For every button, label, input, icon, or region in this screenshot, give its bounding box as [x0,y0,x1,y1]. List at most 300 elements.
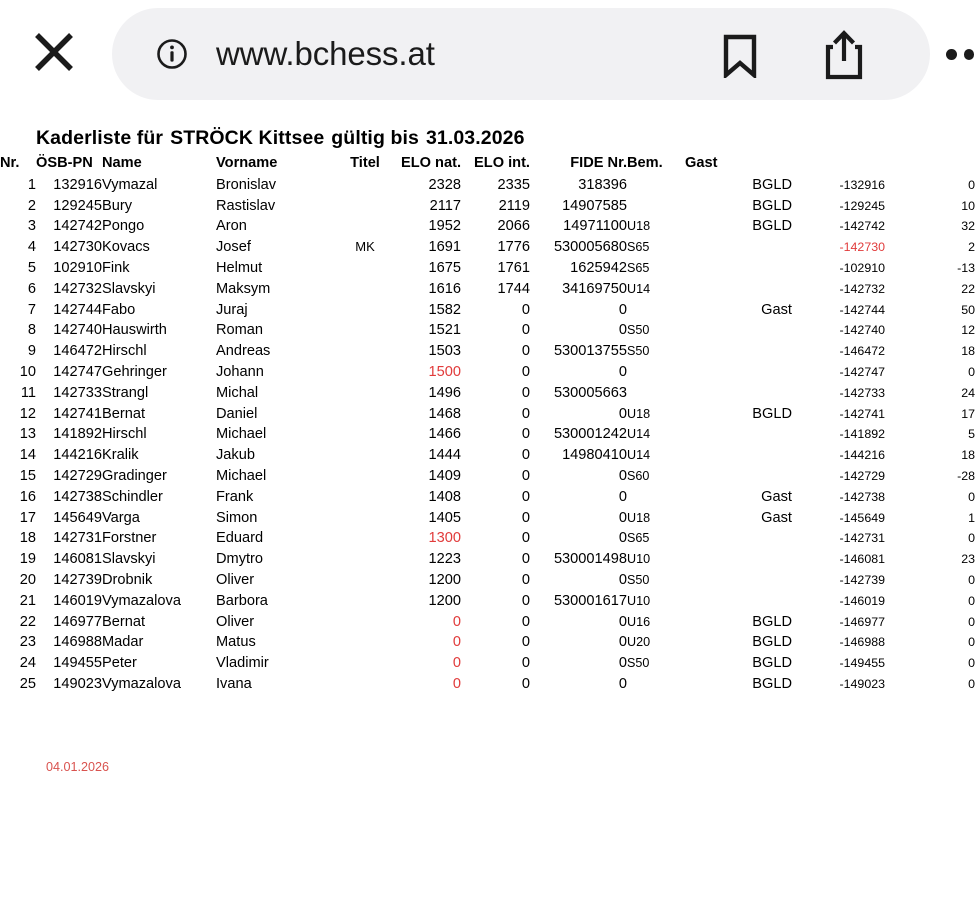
cell-fide-nr: 530005680 [553,239,627,256]
cell-nr: 4 [27,239,36,256]
cell-titel [341,216,389,237]
cell-name: Gehringer [102,363,167,380]
cell-name: Fink [102,259,130,276]
cell-diff: 17 [961,406,975,421]
table-row [0,424,975,445]
cell-elo-int: 0 [521,675,530,692]
cell-vorname: Ivana [216,675,252,692]
cell-elo-nat: 0 [452,634,461,651]
cell-titel [341,279,389,300]
cell-osb-pn: 102910 [53,259,102,276]
cell-diff: 0 [968,572,975,587]
cell-elo-nat: 2117 [429,197,461,214]
cell-elo-nat: 1466 [428,426,461,443]
cell-elo-int: 0 [521,571,530,588]
cell-name: Hauswirth [102,322,167,339]
table-body [0,175,975,695]
cell-bem [627,300,685,321]
table-row [0,487,975,508]
cell-elo-int: 2119 [498,197,530,214]
cell-id: -142742 [839,219,885,234]
cell-osb-pn: 142744 [53,301,102,318]
cell-name: Peter [102,655,137,672]
col-header-titel: Titel [350,155,380,171]
cell-name: Pongo [102,218,145,235]
cell-id: -144216 [839,448,885,463]
table-row [0,445,975,466]
cell-bem: S60 [627,468,650,483]
cell-bem: U10 [627,593,651,608]
cell-elo-nat: 1582 [428,301,461,318]
cell-gast [685,570,792,591]
cell-gast [685,549,792,570]
cell-bem: S50 [627,656,650,671]
cell-elo-int: 0 [521,426,530,443]
cell-fide-nr: 0 [618,467,627,484]
cell-osb-pn: 149023 [53,675,102,692]
cell-id: -141892 [839,427,885,442]
cell-gast [685,424,792,445]
cell-elo-int: 1744 [497,280,530,297]
cell-osb-pn: 146019 [53,592,102,609]
cell-fide-nr: 530005663 [553,384,627,401]
cell-nr: 3 [27,218,36,235]
cell-id: -142733 [839,385,885,400]
col-header-elo-nat: ELO nat. [401,155,461,171]
cell-bem: U18 [627,406,651,421]
cell-id: -142740 [839,323,885,338]
cell-elo-nat: 1500 [428,363,461,380]
cell-osb-pn: 146472 [53,343,102,360]
cell-osb-pn: 142742 [53,218,102,235]
cell-vorname: Matus [216,634,256,651]
table-row [0,612,975,633]
cell-titel [341,528,389,549]
page-title-date: 31.03.2026 [425,127,525,149]
cell-fide-nr: 0 [618,655,627,672]
cell-fide-nr: 530001617 [553,592,627,609]
cell-titel [341,445,389,466]
cell-osb-pn: 146977 [53,613,102,630]
share-up-icon[interactable] [822,30,866,80]
cell-elo-int: 0 [521,405,530,422]
page-title-club: STRÖCK Kittsee [170,127,325,149]
cell-elo-nat: 1952 [428,218,461,235]
col-header-name: Name [102,155,142,171]
col-header-osb-pn: ÖSB-PN [36,155,93,171]
cell-elo-int: 0 [521,301,530,318]
cell-titel [341,549,389,570]
cell-vorname: Frank [216,488,254,505]
table-row [0,404,975,425]
cell-titel [341,300,389,321]
cell-fide-nr: 0 [618,322,627,339]
cell-elo-int: 0 [521,488,530,505]
cell-id: -149023 [839,676,885,691]
cell-gast: BGLD [752,197,792,214]
cell-nr: 14 [19,447,36,464]
cell-gast [685,591,792,612]
cell-name: Kralik [102,447,139,464]
cell-osb-pn: 142738 [53,488,102,505]
cell-vorname: Dmytro [216,551,264,568]
cell-bem [627,674,685,695]
table-row [0,466,975,487]
cell-elo-int: 0 [521,447,530,464]
cell-diff: 0 [968,656,975,671]
cell-nr: 5 [27,259,36,276]
cell-fide-nr: 14980410 [562,447,627,464]
cell-nr: 16 [19,488,36,505]
cell-diff: 0 [968,489,975,504]
cell-bem: U16 [627,614,651,629]
cell-fide-nr: 0 [618,571,627,588]
cell-nr: 6 [27,280,36,297]
cell-id: -102910 [839,260,885,275]
cell-nr: 24 [19,655,36,672]
cell-osb-pn: 142739 [53,571,102,588]
cell-diff: -13 [957,260,975,275]
table-row [0,549,975,570]
cell-bem: U18 [627,510,651,525]
cell-vorname: Helmut [216,259,263,276]
cell-gast [685,466,792,487]
cell-gast: Gast [761,301,792,318]
cell-bem: U18 [627,219,651,234]
page-title [36,127,525,150]
table-row [0,300,975,321]
cell-vorname: Roman [216,322,264,339]
cell-titel [341,487,389,508]
cell-id: -142739 [839,572,885,587]
cell-osb-pn: 145649 [53,509,102,526]
cell-bem [627,196,685,217]
cell-elo-int: 0 [521,655,530,672]
cell-elo-nat: 1444 [428,447,461,464]
cell-nr: 20 [19,571,36,588]
table-row [0,632,975,653]
cell-titel [341,362,389,383]
cell-fide-nr: 0 [618,405,627,422]
cell-gast [685,320,792,341]
cell-vorname: Michal [216,384,259,401]
web-page-content [0,108,975,900]
cell-name: Varga [102,509,140,526]
cell-vorname: Josef [216,239,251,256]
cell-nr: 11 [20,384,36,401]
cell-fide-nr: 0 [618,613,627,630]
cell-vorname: Andreas [216,343,271,360]
cell-gast: BGLD [752,218,792,235]
cell-bem [627,383,685,404]
bookmark-icon[interactable] [720,34,760,78]
cell-titel [341,258,389,279]
cell-gast [685,445,792,466]
cell-vorname: Juraj [216,301,248,318]
cell-id: -142730 [839,240,885,255]
cell-id: -132916 [839,177,885,192]
cell-gast: BGLD [752,405,792,422]
cell-titel [341,383,389,404]
cell-elo-int: 0 [521,613,530,630]
cell-titel [341,320,389,341]
cell-elo-int: 1761 [497,259,530,276]
cell-bem: S50 [627,572,650,587]
col-header-bem: Bem. [627,155,663,171]
cell-name: Bernat [102,405,145,422]
cell-diff: 32 [961,219,975,234]
cell-bem: S50 [627,344,650,359]
cell-elo-int: 0 [521,322,530,339]
page-title-part1: Kaderliste für [36,127,164,149]
cell-fide-nr: 0 [618,363,627,380]
cell-gast [685,362,792,383]
cell-bem: S65 [627,240,650,255]
cell-elo-nat: 1409 [428,467,461,484]
cell-id: -149455 [839,656,885,671]
cell-elo-nat: 1503 [428,343,461,360]
cell-titel: MK [355,239,375,255]
cell-bem [627,487,685,508]
cell-elo-nat: 0 [452,655,461,672]
cell-fide-nr: 0 [618,488,627,505]
table-row [0,383,975,404]
cell-titel [341,612,389,633]
cell-diff: -28 [957,468,975,483]
cell-gast: BGLD [752,634,792,651]
table-row [0,362,975,383]
cell-id: -146081 [839,552,885,567]
cell-id: -142744 [839,302,885,317]
cell-nr: 8 [27,322,36,339]
cell-diff: 10 [961,198,975,213]
cell-vorname: Aron [216,218,247,235]
cell-gast [685,279,792,300]
cell-gast: BGLD [752,176,792,193]
cell-elo-int: 0 [521,530,530,547]
cell-osb-pn: 141892 [53,426,102,443]
table-row [0,258,975,279]
cell-elo-nat: 1223 [428,551,461,568]
close-button[interactable] [26,24,82,80]
cell-name: Vymazal [102,176,158,193]
cell-osb-pn: 142741 [53,405,102,422]
table-row [0,320,975,341]
cell-osb-pn: 144216 [53,447,102,464]
cell-diff: 50 [961,302,975,317]
more-ellipsis-icon [946,49,957,60]
cell-osb-pn: 132916 [53,176,102,193]
cell-fide-nr: 0 [618,634,627,651]
cell-elo-int: 2066 [497,218,530,235]
cell-osb-pn: 142740 [53,322,102,339]
cell-bem [627,175,685,196]
cell-nr: 7 [27,301,36,318]
cell-elo-nat: 0 [452,675,461,692]
cell-vorname: Maksym [216,280,271,297]
cell-nr: 10 [19,363,36,380]
cell-name: Hirschl [102,426,147,443]
cell-elo-nat: 1200 [428,571,461,588]
table-row [0,237,975,258]
cell-gast: BGLD [752,613,792,630]
cell-diff: 23 [961,552,975,567]
cell-fide-nr: 318396 [578,176,627,193]
cell-fide-nr: 0 [618,530,627,547]
cell-nr: 1 [27,176,36,193]
col-header-nr: Nr. [0,155,20,171]
cell-vorname: Michael [216,467,267,484]
cell-osb-pn: 146081 [53,551,102,568]
cell-name: Strangl [102,384,149,401]
cell-nr: 25 [19,675,36,692]
url-text[interactable]: www.bchess.at [216,35,435,72]
cell-bem: U20 [627,635,651,650]
cell-id: -146019 [839,593,885,608]
more-ellipsis-icon [964,49,975,60]
cell-diff: 18 [961,344,975,359]
cell-name: Kovacs [102,239,150,256]
cell-elo-nat: 1616 [428,280,461,297]
browser-toolbar [0,0,975,108]
cell-bem: U14 [627,448,651,463]
cell-name: Forstner [102,530,157,547]
cell-fide-nr: 0 [618,509,627,526]
cell-elo-int: 0 [521,592,530,609]
cell-name: Fabo [102,301,136,318]
cell-osb-pn: 142732 [53,280,102,297]
footer-date: 04.01.2026 [46,760,110,774]
cell-id: -142731 [839,531,885,546]
cell-gast: Gast [761,488,792,505]
cell-vorname: Rastislav [216,197,276,214]
cell-osb-pn: 142730 [53,239,102,256]
cell-id: -129245 [839,198,885,213]
cell-vorname: Jakub [216,447,255,464]
cell-osb-pn: 142733 [53,384,102,401]
cell-elo-nat: 2328 [428,176,461,193]
cell-id: -142747 [839,364,885,379]
cell-diff: 0 [968,593,975,608]
cell-nr: 15 [19,467,36,484]
cell-id: -142738 [839,489,885,504]
cell-vorname: Simon [216,509,258,526]
cell-titel [341,424,389,445]
table-header-row [0,153,975,175]
cell-id: -142741 [839,406,885,421]
cell-elo-nat: 1675 [428,259,461,276]
cell-fide-nr: 0 [618,675,627,692]
cell-nr: 22 [19,613,36,630]
cell-diff: 0 [968,676,975,691]
more-options-button[interactable] [946,44,975,64]
cell-name: Madar [102,634,144,651]
cell-diff: 12 [961,323,975,338]
cell-diff: 22 [961,281,975,296]
cell-nr: 17 [19,509,36,526]
cell-elo-int: 1776 [497,239,530,256]
cell-fide-nr: 0 [618,301,627,318]
cell-id: -142729 [839,468,885,483]
cell-fide-nr: 34169750 [562,280,627,297]
cell-bem: U14 [627,427,651,442]
cell-elo-nat: 0 [452,613,461,630]
col-header-id [792,153,885,175]
cell-elo-int: 0 [521,384,530,401]
table-row [0,674,975,695]
cell-elo-int: 0 [521,634,530,651]
cell-gast: BGLD [752,675,792,692]
cell-fide-nr: 530013755 [553,343,627,360]
cell-osb-pn: 149455 [53,655,102,672]
cell-elo-nat: 1468 [428,405,461,422]
cell-vorname: Eduard [216,530,264,547]
col-header-gast: Gast [685,155,718,171]
cell-elo-nat: 1200 [428,592,461,609]
cell-bem [627,362,685,383]
cell-vorname: Johann [216,363,264,380]
cell-vorname: Michael [216,426,267,443]
cell-nr: 13 [19,426,36,443]
cell-nr: 2 [27,197,36,214]
table-row [0,216,975,237]
cell-titel [341,175,389,196]
cell-nr: 19 [19,551,36,568]
info-circle-icon[interactable] [156,38,188,70]
cell-osb-pn: 142731 [53,530,102,547]
cell-diff: 0 [968,177,975,192]
cell-id: -142732 [839,281,885,296]
cell-name: Vymazalova [102,592,181,609]
cell-fide-nr: 530001498 [553,551,627,568]
address-bar[interactable] [112,8,930,100]
cell-titel [341,653,389,674]
table-row [0,341,975,362]
table-row [0,591,975,612]
cell-diff: 0 [968,531,975,546]
cell-titel [341,404,389,425]
cell-gast [685,528,792,549]
cell-titel [341,466,389,487]
page-title-part3: gültig bis [331,127,419,149]
cell-vorname: Barbora [216,592,268,609]
cell-name: Bernat [102,613,145,630]
roster-table [0,153,975,695]
cell-diff: 18 [961,448,975,463]
cell-elo-int: 0 [521,363,530,380]
cell-diff: 0 [968,364,975,379]
cell-gast: Gast [761,509,792,526]
cell-id: -146988 [839,635,885,650]
cell-bem: U14 [627,281,651,296]
col-header-fide-nr: FIDE Nr. [570,155,627,171]
cell-osb-pn: 142729 [53,467,102,484]
cell-titel [341,570,389,591]
close-x-icon [31,29,77,75]
cell-name: Slavskyi [102,551,156,568]
cell-titel [341,196,389,217]
cell-fide-nr: 530001242 [553,426,627,443]
cell-gast [685,237,792,258]
cell-name: Schindler [102,488,163,505]
cell-vorname: Oliver [216,571,255,588]
cell-elo-nat: 1691 [428,239,461,256]
cell-titel [341,508,389,529]
cell-elo-nat: 1405 [428,509,461,526]
cell-bem: U10 [627,552,651,567]
cell-vorname: Vladimir [216,655,269,672]
cell-bem: S50 [627,323,650,338]
